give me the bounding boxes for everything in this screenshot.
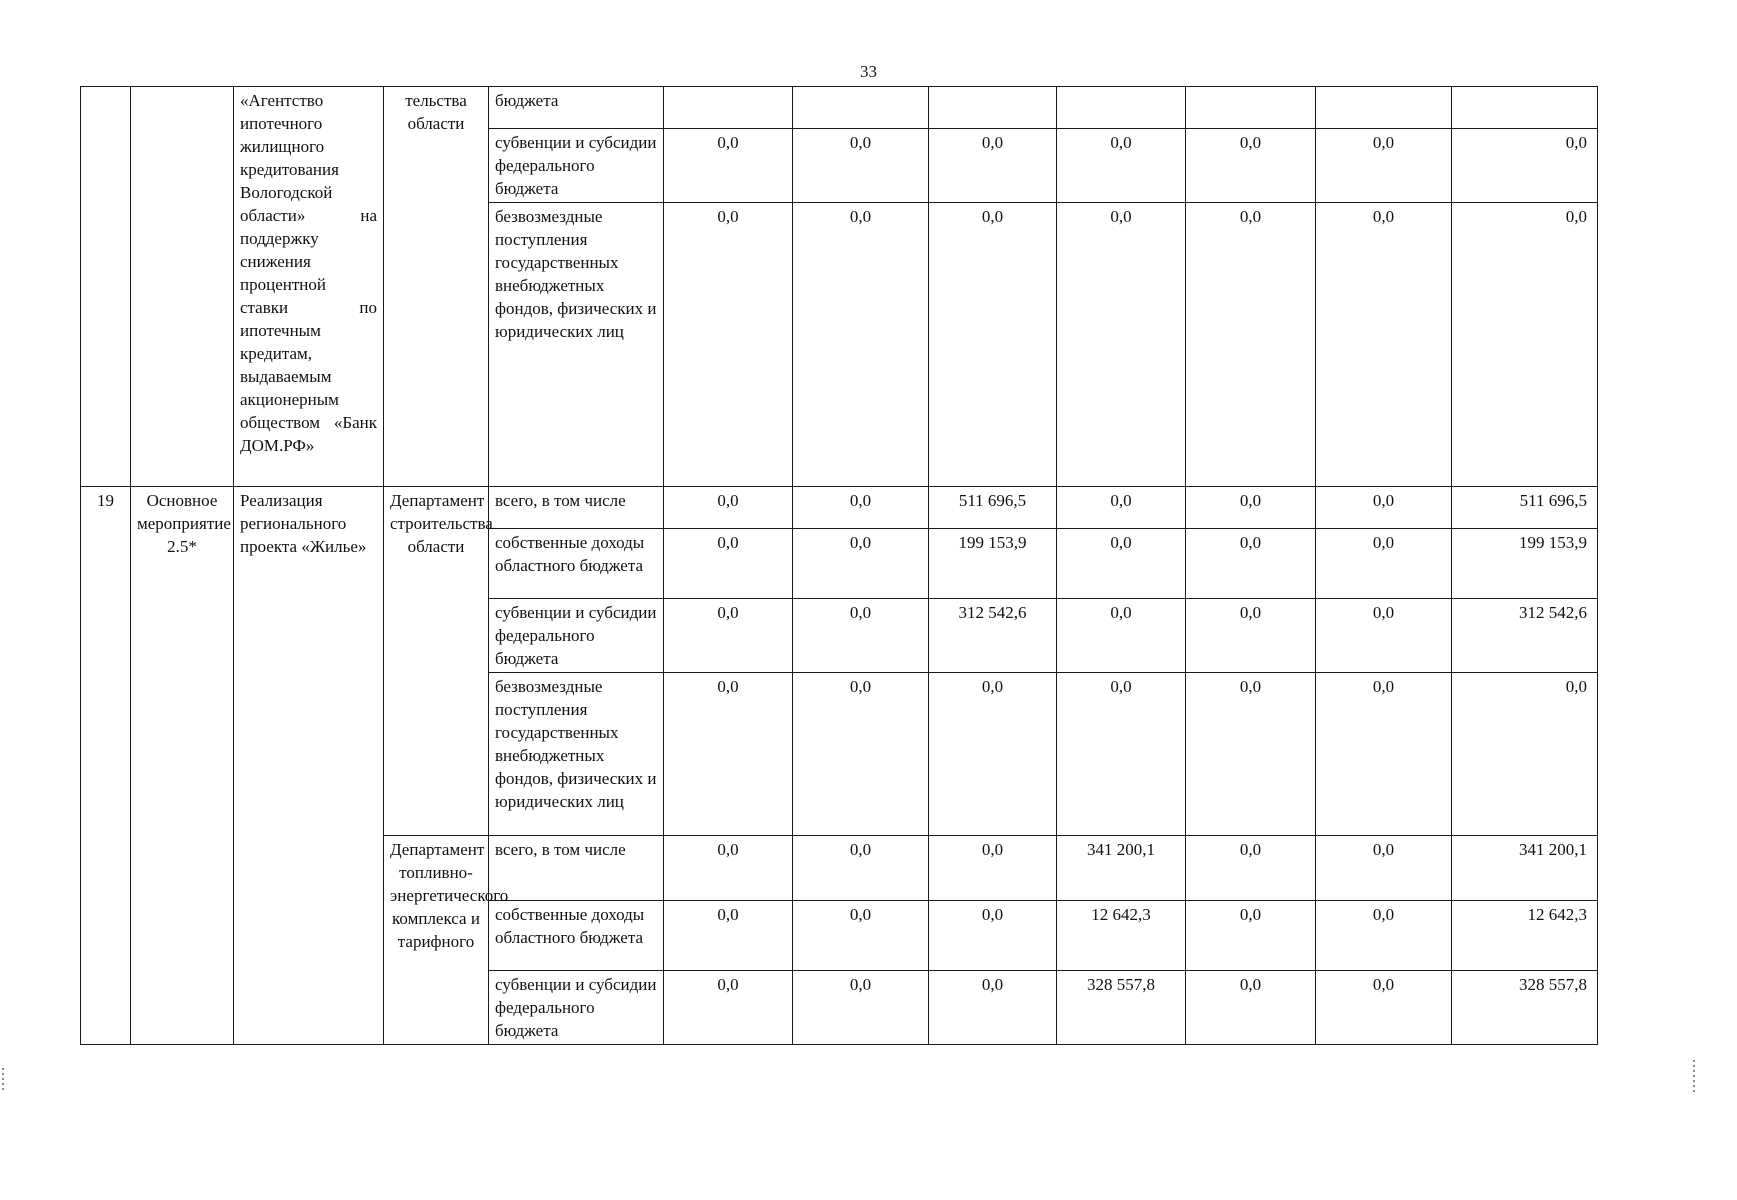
value-cell: 0,0 [664, 129, 793, 203]
value-cell: 12 642,3 [1057, 901, 1186, 971]
source-cell: безвозмездные поступления государственных внебюджетных фондов, физических и юридических лиц [489, 203, 664, 487]
source-cell: безвозмездные поступления государственных внебюджетных фондов, физических и юридических лиц [489, 673, 664, 836]
value-cell: 312 542,6 [929, 599, 1057, 673]
value-cell: 0,0 [1057, 599, 1186, 673]
value-cell: 0,0 [1186, 599, 1316, 673]
table-row [81, 487, 1598, 529]
value-cell: 0,0 [1452, 129, 1598, 203]
executor-cell: тельства области [384, 87, 489, 487]
activity-name-cell: «Агентство ипотечного жилищного кредитования Вологодской области» на поддержку снижения процентной ставки по ипотечным кредитам, выдаваемым акционерным обществом «Банк ДОМ.РФ» [234, 87, 384, 487]
value-cell: 511 696,5 [1452, 487, 1598, 529]
activity-name-cell: Реализация регионального проекта «Жилье» [234, 487, 384, 1045]
value-cell: 0,0 [929, 901, 1057, 971]
value-cell: 0,0 [793, 673, 929, 836]
value-cell: 0,0 [664, 599, 793, 673]
value-cell: 0,0 [1186, 673, 1316, 836]
value-cell: 0,0 [1316, 529, 1452, 599]
value-cell: 0,0 [1057, 129, 1186, 203]
value-cell: 0,0 [793, 129, 929, 203]
value-cell: 0,0 [929, 971, 1057, 1045]
value-cell: 0,0 [664, 836, 793, 901]
value-cell: 0,0 [929, 203, 1057, 487]
value-cell [1316, 87, 1452, 129]
value-cell: 0,0 [1452, 203, 1598, 487]
value-cell: 0,0 [1316, 203, 1452, 487]
value-cell: 0,0 [793, 599, 929, 673]
value-cell: 0,0 [1186, 129, 1316, 203]
executor-cell: Департамент топливно-энергетического комплекса и тарифного [384, 836, 489, 1045]
value-cell: 0,0 [793, 203, 929, 487]
value-cell: 312 542,6 [1452, 599, 1598, 673]
activity-code-cell: Основное мероприятие 2.5* [131, 487, 234, 1045]
source-cell: всего, в том числе [489, 836, 664, 901]
value-cell: 199 153,9 [929, 529, 1057, 599]
value-cell: 0,0 [793, 836, 929, 901]
value-cell: 0,0 [664, 673, 793, 836]
value-cell [793, 87, 929, 129]
value-cell: 0,0 [1057, 529, 1186, 599]
value-cell: 0,0 [664, 529, 793, 599]
page-number: 33 [860, 62, 877, 81]
value-cell: 0,0 [1186, 901, 1316, 971]
value-cell [1452, 87, 1598, 129]
value-cell: 0,0 [793, 901, 929, 971]
value-cell: 0,0 [664, 971, 793, 1045]
value-cell: 0,0 [929, 673, 1057, 836]
row-number-cell [81, 87, 131, 487]
value-cell: 328 557,8 [1057, 971, 1186, 1045]
value-cell: 0,0 [929, 836, 1057, 901]
value-cell: 0,0 [1057, 203, 1186, 487]
value-cell: 0,0 [1316, 971, 1452, 1045]
value-cell [664, 87, 793, 129]
value-cell: 0,0 [1316, 673, 1452, 836]
value-cell [1057, 87, 1186, 129]
value-cell: 0,0 [929, 129, 1057, 203]
value-cell [929, 87, 1057, 129]
source-cell: субвенции и субсидии федерального бюджета [489, 971, 664, 1045]
value-cell: 0,0 [793, 971, 929, 1045]
executor-cell: Департамент строительства области [384, 487, 489, 836]
table-row [81, 87, 1598, 129]
source-cell: субвенции и субсидии федерального бюджета [489, 129, 664, 203]
value-cell: 0,0 [664, 487, 793, 529]
value-cell: 0,0 [1186, 529, 1316, 599]
value-cell: 0,0 [1316, 487, 1452, 529]
source-cell: собственные доходы областного бюджета [489, 529, 664, 599]
source-cell: бюджета [489, 87, 664, 129]
row-number-cell: 19 [81, 487, 131, 1045]
value-cell: 0,0 [1186, 487, 1316, 529]
value-cell: 0,0 [1316, 599, 1452, 673]
activity-code-cell [131, 87, 234, 487]
value-cell: 0,0 [793, 487, 929, 529]
value-cell: 328 557,8 [1452, 971, 1598, 1045]
value-cell: 0,0 [1316, 901, 1452, 971]
value-cell: 0,0 [664, 203, 793, 487]
value-cell: 0,0 [1057, 673, 1186, 836]
value-cell [1186, 87, 1316, 129]
value-cell: 0,0 [1316, 836, 1452, 901]
value-cell: 199 153,9 [1452, 529, 1598, 599]
value-cell: 341 200,1 [1057, 836, 1186, 901]
value-cell: 0,0 [1186, 971, 1316, 1045]
value-cell: 0,0 [1186, 203, 1316, 487]
budget-table [80, 86, 1598, 1045]
value-cell: 341 200,1 [1452, 836, 1598, 901]
value-cell: 511 696,5 [929, 487, 1057, 529]
source-cell: собственные доходы областного бюджета [489, 901, 664, 971]
scan-edge-mark [2, 1068, 4, 1090]
value-cell: 0,0 [1057, 487, 1186, 529]
value-cell: 0,0 [1186, 836, 1316, 901]
value-cell: 12 642,3 [1452, 901, 1598, 971]
value-cell: 0,0 [664, 901, 793, 971]
value-cell: 0,0 [793, 529, 929, 599]
value-cell: 0,0 [1316, 129, 1452, 203]
scan-edge-mark [1693, 1060, 1695, 1094]
source-cell: субвенции и субсидии федерального бюджета [489, 599, 664, 673]
source-cell: всего, в том числе [489, 487, 664, 529]
value-cell: 0,0 [1452, 673, 1598, 836]
